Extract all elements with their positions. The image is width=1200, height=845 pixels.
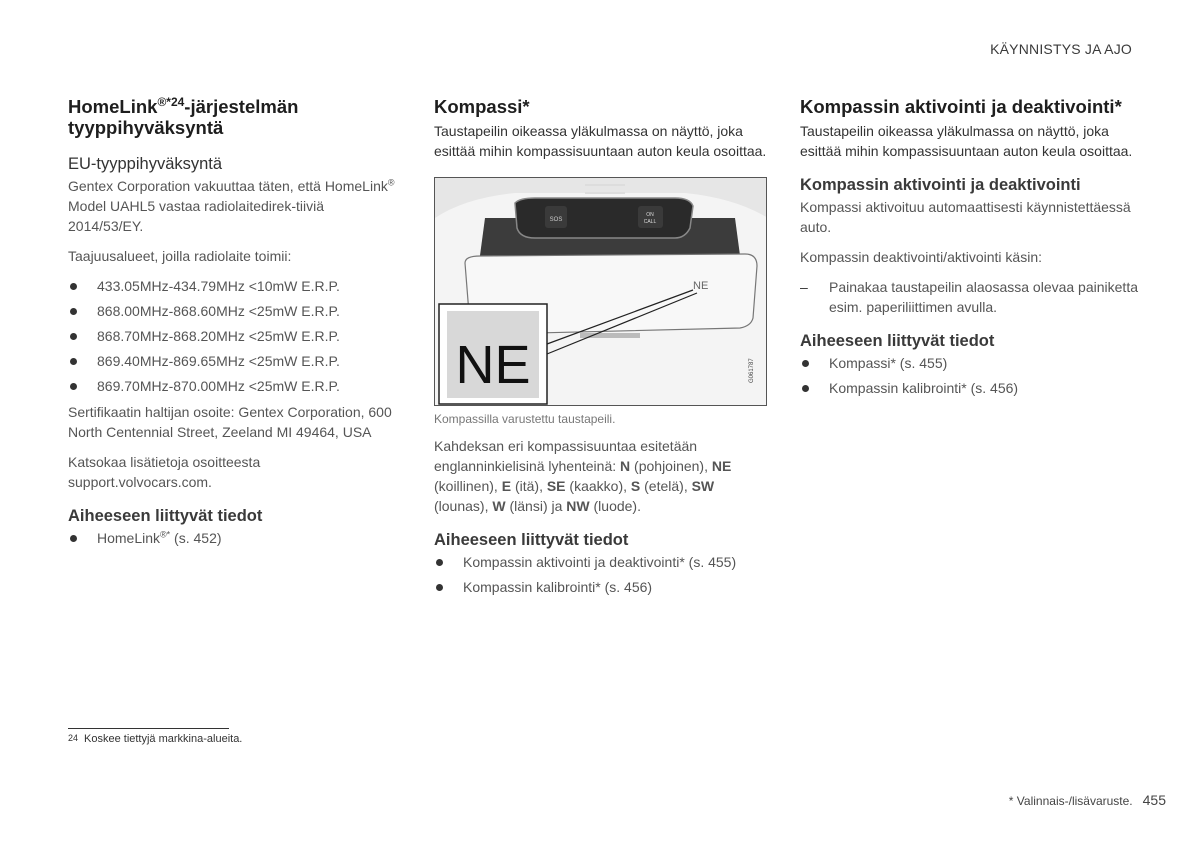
- related-link-homelink[interactable]: [68, 528, 403, 548]
- figure-caption: Kompassilla varustettu taustapeili.: [434, 412, 616, 426]
- bullet-icon: [70, 535, 77, 542]
- page-footer: [1009, 792, 1166, 808]
- dash-icon: –: [800, 279, 808, 295]
- direction-name: (koillinen): [434, 478, 494, 494]
- list-item: [68, 326, 403, 346]
- declaration-paragraph: [68, 176, 403, 236]
- activation-title: Kompassin aktivointi ja deaktivointi*: [800, 96, 1122, 117]
- bullet-icon: [70, 358, 77, 365]
- related-link-activation[interactable]: [434, 552, 769, 572]
- certificate-holder-address: Sertifikaatin haltijan osoite: Gentex Corporation, 600 North Centennial Street, Zeeland MI 49464, USA: [68, 404, 392, 440]
- direction-abbr: W: [492, 498, 506, 514]
- bullet-icon: [70, 383, 77, 390]
- direction-name: (länsi): [509, 498, 548, 514]
- registered-mark: ®: [387, 177, 395, 188]
- frequency-intro: Taajuusalueet, joilla radiolaite toimii:: [68, 248, 292, 264]
- list-item: [68, 301, 403, 321]
- related-list: [434, 552, 769, 597]
- zoomed-compass-text: NE: [455, 335, 531, 395]
- bullet-icon: [802, 360, 809, 367]
- link-superscript: ®*: [160, 529, 171, 540]
- related-heading: Aiheeseen liittyvät tiedot: [68, 507, 263, 525]
- on-call-label-2: CALL: [643, 219, 657, 225]
- list-item: [68, 351, 403, 371]
- homelink-title: [68, 96, 403, 138]
- directions-paragraph: Kahdeksan eri kompassisuuntaa esitetään englanninkielisinä lyhenteinä: N (pohjoinen), NE (koillinen), E (itä), SE (kaakko), S (etelä), SW (lounas), W (länsi) ja NW (luode).: [434, 438, 732, 514]
- frequency-text: 869.40MHz-869.65MHz <25mW E.R.P.: [97, 353, 340, 369]
- link-label[interactable]: Kompassin kalibrointi* (s. 456): [463, 579, 653, 595]
- frequency-text: 869.70MHz-870.00MHz <25mW E.R.P.: [97, 378, 340, 394]
- title-rest: -järjestelmän tyyppihyväksyntä: [68, 96, 299, 138]
- related-list: [800, 353, 1145, 398]
- activation-subheading: Kompassin aktivointi ja deaktivointi: [800, 176, 1081, 194]
- footnote: [68, 733, 242, 745]
- bullet-icon: [70, 333, 77, 340]
- auto-activation-paragraph: Kompassi aktivoituu automaattisesti käynnistettäessä auto.: [800, 199, 1131, 235]
- column-compass-activation: [800, 96, 1145, 404]
- link-page[interactable]: (s. 452): [170, 530, 222, 546]
- section-header: KÄYNNISTYS JA AJO: [990, 41, 1132, 57]
- direction-name: (etelä): [644, 478, 684, 494]
- direction-abbr: SE: [546, 478, 566, 494]
- related-heading: Aiheeseen liittyvät tiedot: [434, 531, 629, 549]
- direction-abbr: NW: [566, 498, 590, 514]
- declaration-text-a: Gentex Corporation vakuuttaa täten, että HomeLink: [68, 178, 388, 194]
- eu-approval-heading: EU-tyyppihyväksyntä: [68, 155, 223, 173]
- related-link-calibration[interactable]: [434, 577, 769, 597]
- frequency-text: 433.05MHz-434.79MHz <10mW E.R.P.: [97, 278, 340, 294]
- sos-button-label: SOS: [549, 217, 563, 223]
- frequency-text: 868.70MHz-868.20MHz <25mW E.R.P.: [97, 328, 340, 344]
- rearview-mirror-illustration: [435, 178, 767, 406]
- list-item: [68, 276, 403, 296]
- bullet-icon: [70, 283, 77, 290]
- directions-intro: Kahdeksan eri kompassisuuntaa esitetään englanninkielisinä lyhenteinä:: [434, 438, 698, 474]
- direction-name: (lounas): [434, 498, 485, 514]
- manual-toggle-intro: Kompassin deaktivointi/aktivointi käsin:: [800, 249, 1043, 265]
- mirror-display-text: NE: [693, 280, 709, 292]
- direction-name: (kaakko): [569, 478, 624, 494]
- link-label[interactable]: Kompassi* (s. 455): [829, 355, 948, 371]
- related-link-compass[interactable]: [800, 353, 1145, 373]
- compass-intro: Taustapeilin oikeassa yläkulmassa on näyttö, joka esittää mihin kompassisuuntaan auton keula osoittaa.: [434, 123, 767, 159]
- column-compass: [434, 96, 769, 603]
- footnote-text: Koskee tiettyjä markkina-alueita.: [84, 733, 243, 745]
- direction-name: (luode): [593, 498, 638, 514]
- footnote-number: 24: [68, 733, 79, 743]
- bullet-icon: [436, 584, 443, 591]
- compass-title: Kompassi*: [434, 96, 530, 117]
- frequency-text: 868.00MHz-868.60MHz <25mW E.R.P.: [97, 303, 340, 319]
- frequency-list: [68, 276, 403, 396]
- column-homelink: [68, 96, 403, 554]
- mirror-figure: [434, 177, 767, 406]
- direction-abbr: NE: [711, 458, 732, 474]
- title-main: HomeLink: [68, 96, 158, 117]
- page-number: 455: [1142, 792, 1166, 808]
- footnote-divider: [68, 728, 229, 729]
- more-info-paragraph: Katsokaa lisätietoja osoitteesta support.volvocars.com.: [68, 454, 261, 490]
- declaration-text-b: Model UAHL5 vastaa radiolaitedirek-tiiviä 2014/53/EY.: [68, 198, 325, 234]
- direction-abbr: E: [501, 478, 512, 494]
- activation-intro: Taustapeilin oikeassa yläkulmassa on näyttö, joka esittää mihin kompassisuuntaan auton keula osoittaa.: [800, 123, 1133, 159]
- title-superscript: ®*24: [157, 94, 185, 109]
- related-list: [68, 528, 403, 548]
- optional-equipment-note: * Valinnais-/lisävaruste.: [1008, 794, 1133, 808]
- direction-name: (pohjoinen): [634, 458, 705, 474]
- direction-abbr: S: [630, 478, 641, 494]
- steps-list: [800, 277, 1145, 317]
- bullet-icon: [802, 385, 809, 392]
- bullet-icon: [70, 308, 77, 315]
- direction-abbr: SW: [691, 478, 715, 494]
- direction-abbr: N: [620, 458, 631, 474]
- related-heading: Aiheeseen liittyvät tiedot: [800, 332, 995, 350]
- step-item: [800, 277, 1145, 317]
- direction-name: (itä): [514, 478, 540, 494]
- step-text: Painakaa taustapeilin alaosassa olevaa painiketta esim. paperiliittimen avulla.: [829, 279, 1138, 315]
- link-label[interactable]: Kompassin kalibrointi* (s. 456): [829, 380, 1019, 396]
- list-item: [68, 376, 403, 396]
- related-link-calibration[interactable]: [800, 378, 1145, 398]
- on-call-label-1: ON: [646, 212, 654, 218]
- bullet-icon: [436, 559, 443, 566]
- figure-id: G061787: [749, 358, 755, 383]
- link-label[interactable]: HomeLink: [97, 530, 161, 546]
- link-label[interactable]: Kompassin aktivointi ja deaktivointi* (s. 455): [463, 554, 737, 570]
